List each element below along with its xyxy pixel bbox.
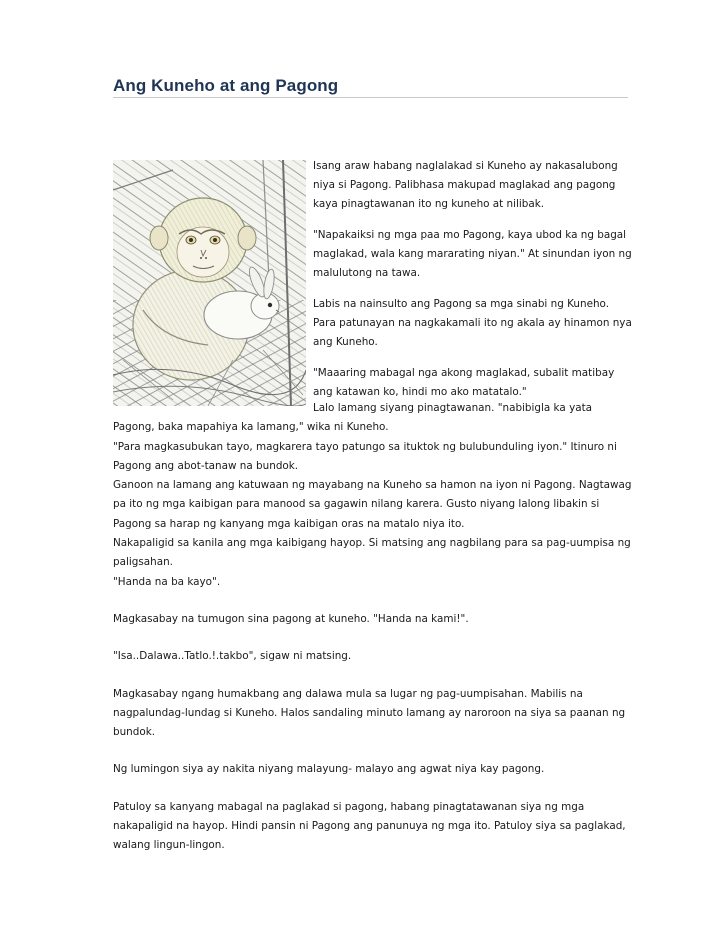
- text-line: nakapaligid na hayop. Hindi pansin ni Pagong ang panunuya ng mga ito. Patuloy siya sa paglakad,: [113, 820, 626, 833]
- text-line: Isang araw habang naglalakad si Kuneho ay nakasalubong: [313, 160, 618, 172]
- page-title: Ang Kuneho at ang Pagong: [113, 76, 339, 95]
- text-line: Magkasabay na tumugon sina pagong at kuneho. "Handa na kami!".: [113, 612, 469, 625]
- text-line: Labis na nainsulto ang Pagong sa mga sinabi ng Kuneho.: [313, 298, 610, 310]
- title-divider: [113, 97, 628, 98]
- text-line: paligsahan.: [113, 556, 173, 569]
- text-line: Ng lumingon siya ay nakita niyang malayung- malayo ang agwat niya kay pagong.: [113, 763, 545, 776]
- text-line: niya si Pagong. Palibhasa makupad maglakad ang pagong: [313, 179, 616, 191]
- intro-text-column: [313, 157, 633, 402]
- text-line: malulutong na tawa.: [313, 267, 421, 279]
- paragraph-gap: [113, 592, 628, 610]
- intro-paragraph: [313, 295, 633, 352]
- text-line: ang katawan ko, hindi mo ako matatalo.": [313, 386, 527, 398]
- text-line: Magkasabay ngang humakbang ang dalawa mula sa lugar ng pag-uumpisahan. Mabilis na: [113, 687, 583, 700]
- text-line: nagpalundag-lundag si Kuneho. Halos sandaling minuto lamang ay naroroon na siya sa paanan ng: [113, 706, 626, 719]
- intro-paragraph: [313, 226, 633, 283]
- intro-paragraph: [313, 364, 633, 402]
- text-line: Para patunayan na nagkakamali ito ng akala ay hinamon nya: [313, 317, 632, 329]
- monkey-and-rabbit-illustration: [113, 160, 306, 406]
- text-line: "Napakaiksi ng mga paa mo Pagong, kaya ubod ka ng bagal: [313, 229, 627, 241]
- text-line: Patuloy sa kanyang mabagal na paglakad si pagong, habang pinagtatawanan siya ng mga: [113, 800, 585, 813]
- text-line: "Para magkasubukan tayo, magkarera tayo patungo sa ituktok ng bulubunduling iyon." Itinuro ni: [113, 440, 617, 453]
- text-line: "Maaaring mabagal nga akong maglakad, subalit matibay: [313, 367, 615, 379]
- text-line: walang lingun-lingon.: [113, 839, 225, 852]
- text-line: maglakad, wala kang mararating niyan." At sinundan iyon ng: [313, 248, 632, 260]
- text-line: "Isa..Dalawa..Tatlo.!.takbo", sigaw ni matsing.: [113, 650, 352, 663]
- text-line: Pagong, baka mapahiya ka lamang," wika ni Kuneho.: [113, 421, 389, 434]
- paragraph-gap: [113, 780, 628, 798]
- story-body: [113, 399, 632, 856]
- paragraph-gap: [113, 742, 628, 760]
- text-line: ang Kuneho.: [313, 336, 378, 348]
- paragraph-gap: [113, 667, 628, 685]
- text-line: Pagong sa harap ng kanyang mga kaibigan oras na matalo niya ito.: [113, 517, 465, 530]
- text-line: bundok.: [113, 726, 156, 739]
- text-line: kaya pinagtawanan ito ng kuneho at nilibak.: [313, 198, 545, 210]
- text-line: Lalo lamang siyang pinagtawanan. "nabibigla ka yata: [313, 402, 593, 414]
- text-line: "Handa na ba kayo".: [113, 575, 221, 588]
- text-line: pa ito ng mga kaibigan para manood sa gagawin nilang karera. Gusto niyang lalong libakin si: [113, 498, 600, 511]
- paragraph-gap: [113, 629, 628, 647]
- text-line: Nakapaligid sa kanila ang mga kaibigang hayop. Si matsing ang nagbilang para sa pag-uumpisa ng: [113, 537, 631, 550]
- text-line: Ganoon na lamang ang katuwaan ng mayabang na Kuneho sa hamon na iyon ni Pagong. Nagtawag: [113, 479, 632, 492]
- intro-paragraph: [313, 157, 633, 214]
- text-line: Pagong ang abot-tanaw na bundok.: [113, 459, 299, 472]
